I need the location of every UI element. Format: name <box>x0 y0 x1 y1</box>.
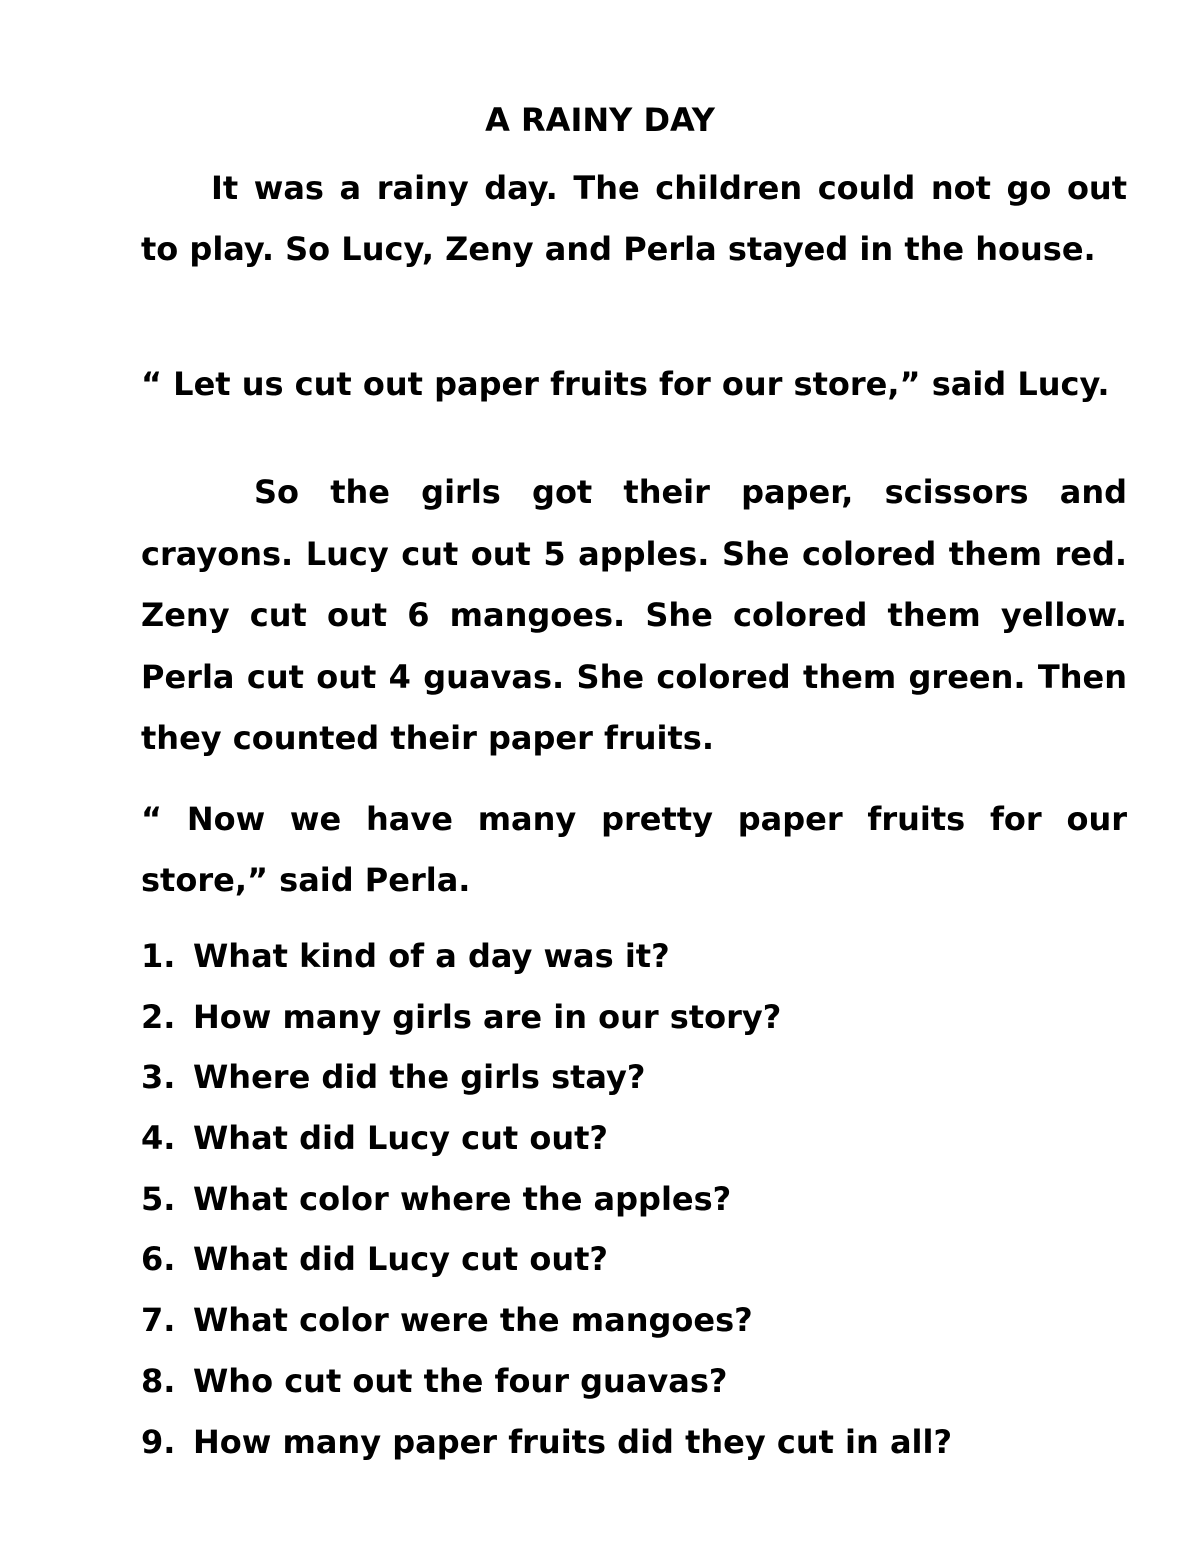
question-text: How many paper fruits did they cut in all? <box>193 1422 953 1461</box>
question-item <box>141 1418 1127 1479</box>
question-number: 4. <box>141 1119 176 1158</box>
question-item <box>141 993 1127 1054</box>
question-text: How many girls are in our story? <box>193 997 782 1036</box>
question-number: 7. <box>141 1301 176 1340</box>
question-number: 8. <box>141 1361 176 1400</box>
question-number: 3. <box>141 1058 176 1097</box>
question-text: What color where the apples? <box>193 1179 732 1218</box>
question-item <box>141 1053 1127 1114</box>
question-item <box>141 1175 1127 1236</box>
document-title: A RAINY DAY <box>485 101 715 139</box>
question-number: 5. <box>141 1179 176 1218</box>
question-number: 6. <box>141 1240 176 1279</box>
question-text: What did Lucy cut out? <box>193 1119 608 1158</box>
story-paragraph-1: It was a rainy day. The children could not go out to play. So Lucy, Zeny and Perla stayed in the house. <box>141 169 1127 268</box>
question-text: Who cut out the four guavas? <box>193 1361 728 1400</box>
question-number: 1. <box>141 937 176 975</box>
question-text: What kind of a day was it? <box>193 937 670 975</box>
question-number: 9. <box>141 1422 176 1461</box>
question-item <box>141 1357 1127 1418</box>
question-item <box>141 1114 1127 1175</box>
question-number: 2. <box>141 997 176 1036</box>
question-text: Where did the girls stay? <box>193 1058 646 1097</box>
question-text: What color were the mangoes? <box>193 1301 753 1340</box>
question-item <box>141 932 1127 993</box>
question-item <box>141 1235 1127 1296</box>
question-item <box>141 1296 1127 1357</box>
story-paragraph-2: “ Let us cut out paper fruits for our store,” said Lucy. <box>141 365 1110 403</box>
story-paragraph-4: “ Now we have many pretty paper fruits for our store,” said Perla. <box>141 800 1127 899</box>
question-text: What did Lucy cut out? <box>193 1240 608 1279</box>
story-paragraph-3: So the girls got their paper, scissors and crayons. Lucy cut out 5 apples. She colored them red. Zeny cut out 6 mangoes. She colored them yellow. Perla cut out 4 guavas. She colored them green. Then they counted their paper fruits. <box>141 473 1127 757</box>
question-list <box>141 932 1127 1478</box>
